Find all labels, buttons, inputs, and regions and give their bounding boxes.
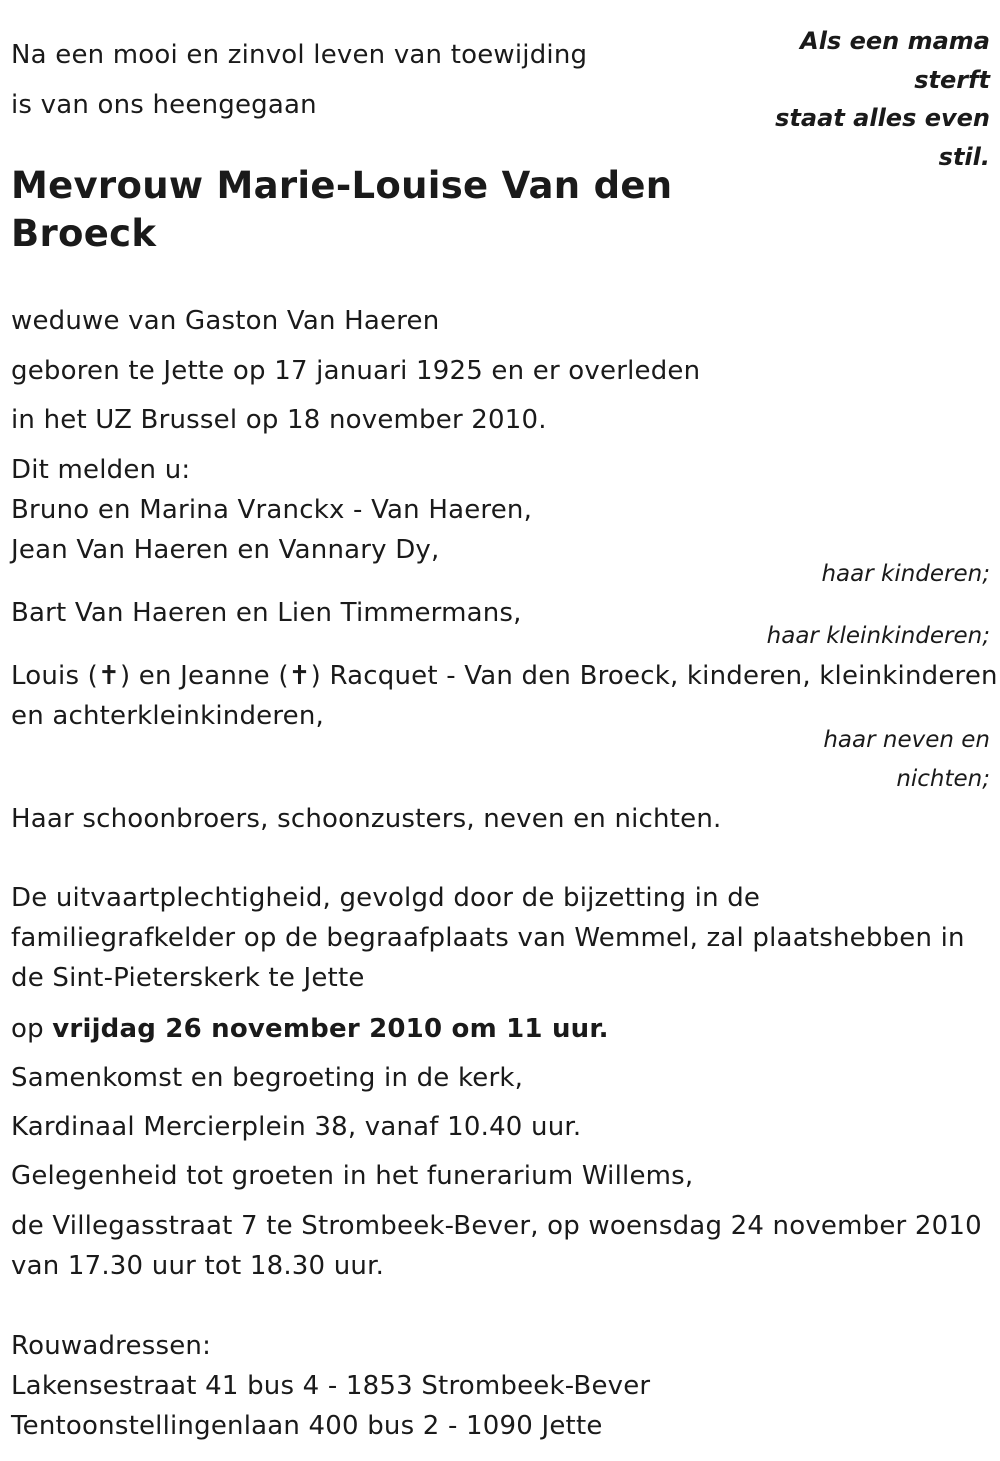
- verse-line-3: staat alles even: [775, 104, 990, 132]
- visit-time: van 17.30 uur tot 18.30 uur.: [11, 1251, 385, 1281]
- nieces-line-1: Louis (✝) en Jeanne (✝) Racquet - Van den Broeck, kinderen, kleinkinderen: [11, 661, 998, 691]
- died-line: in het UZ Brussel op 18 november 2010.: [11, 405, 547, 435]
- ceremony-line-3: de Sint-Pieterskerk te Jette: [11, 963, 365, 993]
- children-line-1: Bruno en Marina Vranckx - Van Haeren,: [11, 495, 533, 525]
- verse-line-4: stil.: [938, 142, 990, 171]
- date-bold: vrijdag 26 november 2010 om 11 uur.: [52, 1014, 609, 1044]
- children-line-2: Jean Van Haeren en Vannary Dy,: [11, 535, 440, 565]
- address-2: Tentoonstellingenlaan 400 bus 2 - 1090 Jette: [11, 1411, 603, 1441]
- intro-line-2: is van ons heengegaan: [11, 90, 317, 120]
- born-line: geboren te Jette op 17 januari 1925 en er overleden: [11, 356, 701, 386]
- family-intro: Dit melden u:: [11, 455, 191, 485]
- address-1: Lakensestraat 41 bus 4 - 1853 Strombeek-Bever: [11, 1371, 651, 1401]
- verse-line-1: Als een mama: [800, 27, 990, 55]
- deceased-name: [11, 162, 672, 258]
- visit-address: de Villegasstraat 7 te Strombeek-Bever, op woensdag 24 november 2010: [11, 1211, 982, 1241]
- grandchildren-role: haar kleinkinderen;: [766, 623, 990, 649]
- ceremony-line-1: De uitvaartplechtigheid, gevolgd door de bijzetting in de: [11, 883, 761, 913]
- ceremony-line-2: familiegrafkelder op de begraafplaats van Wemmel, zal plaatshebben in: [11, 923, 965, 953]
- children-role: haar kinderen;: [821, 561, 990, 587]
- visit-line: Gelegenheid tot groeten in het funerarium Willems,: [11, 1161, 694, 1191]
- verse: [775, 22, 990, 176]
- name-line-2: Broeck: [11, 212, 157, 255]
- verse-line-2: sterft: [914, 65, 990, 94]
- intro-line-1: Na een mooi en zinvol leven van toewijding: [11, 40, 588, 70]
- addresses-label: Rouwadressen:: [11, 1331, 212, 1361]
- date-prefix: op: [11, 1014, 44, 1044]
- widow-line: weduwe van Gaston Van Haeren: [11, 306, 440, 336]
- nieces-role-line-2: nichten;: [896, 766, 990, 792]
- nieces-line-2: en achterkleinkinderen,: [11, 701, 325, 731]
- gathering-address: Kardinaal Mercierplein 38, vanaf 10.40 uur.: [11, 1112, 582, 1142]
- gathering-line: Samenkomst en begroeting in de kerk,: [11, 1063, 524, 1093]
- grandchildren-line: Bart Van Haeren en Lien Timmermans,: [11, 598, 522, 628]
- ceremony-date: [11, 1014, 609, 1044]
- inlaws-line: Haar schoonbroers, schoonzusters, neven en nichten.: [11, 804, 722, 834]
- nieces-role-line-1: haar neven en: [823, 727, 990, 753]
- name-line-1: Mevrouw Marie-Louise Van den: [11, 164, 673, 207]
